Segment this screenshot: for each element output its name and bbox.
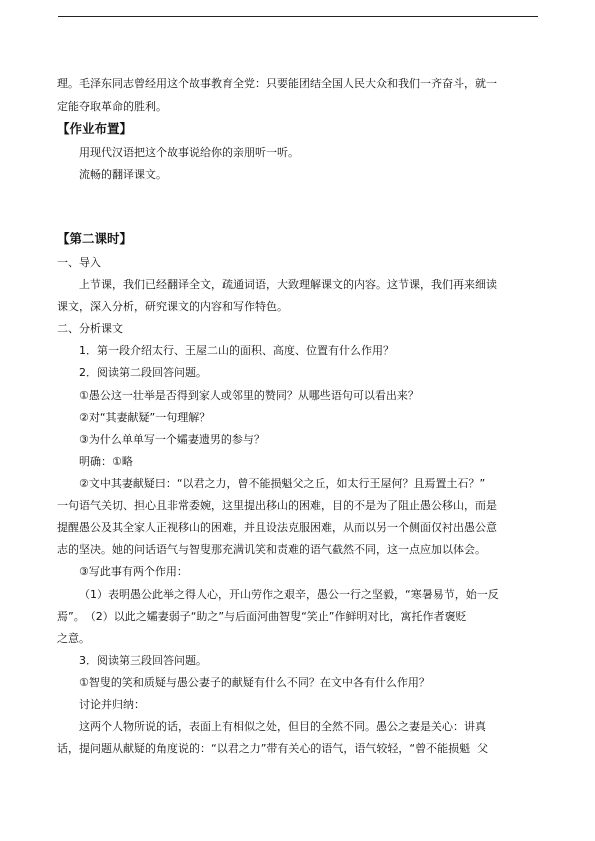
text-line: 焉”。 （2）以此之孀妻弱子“助之”与后面河曲智叟“笑止”作鲜明对比，寓托作者褒贬 [57, 610, 467, 623]
text-line: ①智叟的笑和质疑与愚公妻子的献疑有什么不同？在文中各有什么作用？ [79, 676, 430, 689]
header-rule [58, 16, 538, 17]
section-heading: 【作业布置】 [57, 121, 133, 136]
text-line: 二、分析课文 [57, 322, 123, 335]
text-line: ②对“其妻献疑”一句理解？ [79, 411, 211, 424]
section-heading: 【第二课时】 [57, 231, 133, 246]
text-line: ③写此事有两个作用： [79, 565, 188, 578]
text-line: 一句语气关切、担心且非常委婉，这里提出移山的困难，目的不是为了阻止愚公移山，而是 [57, 499, 497, 512]
text-line: 2．阅读第二段回答问题。 [79, 366, 207, 379]
text-line: 话，提问题从献疑的角度说的：“以君之力”带有关心的语气，语气较轻，“曾不能损魁 父 [57, 742, 489, 755]
text-line: 之意。 [57, 632, 90, 645]
text-line: 1．第一段介绍太行、王屋二山的面积、高度、位置有什么作用？ [79, 344, 394, 357]
text-line: 理。毛泽东同志曾经用这个故事教育全党：只要能团结全国人民大众和我们一齐奋斗，就一 [57, 77, 497, 90]
text-line: ③为什么单单写一个孀妻遗男的参与？ [79, 433, 265, 446]
text-line: ①愚公这一壮举是否得到家人或邻里的赞同？从哪些语句可以看出来？ [79, 389, 419, 402]
text-line: ②文中其妻献疑曰：“以君之力，曾不能损魁父之丘，如太行王屋何？且焉置土石？” [79, 477, 486, 490]
text-line: 3．阅读第三段回答问题。 [79, 654, 207, 667]
text-line: 一、导入 [57, 256, 101, 269]
text-line: 讨论并归纳： [79, 698, 145, 711]
text-line: 定能夺取革命的胜利。 [57, 100, 167, 113]
text-line: 这两个人物所说的话，表面上有相似之处，但目的全然不同。愚公之妻是关心：讲真 [79, 720, 486, 733]
text-line: 流畅的翻译课文。 [79, 168, 167, 181]
text-line: 课文，深入分析，研究课文的内容和写作特色。 [57, 300, 288, 313]
text-line: 用现代汉语把这个故事说给你的亲朋听一听。 [79, 146, 299, 159]
text-line: 志的坚决。她的问话语气与智叟那充满讥笑和责难的语气截然不同，这一点应加以体会。 [57, 543, 486, 556]
text-line: 提醒愚公及其全家人正视移山的困难，并且设法克服困难，从而以另一个侧面仅衬出愚公意 [57, 521, 497, 534]
text-line: 上节课，我们已经翻译全文，疏通词语，大致理解课文的内容。这节课，我们再来细读 [79, 278, 497, 291]
text-line: 明确：①略 [79, 455, 133, 468]
text-line: （1）表明愚公此举之得人心，开山劳作之艰辛，愚公一行之坚毅，“寒暑易节，始一反 [79, 588, 499, 601]
